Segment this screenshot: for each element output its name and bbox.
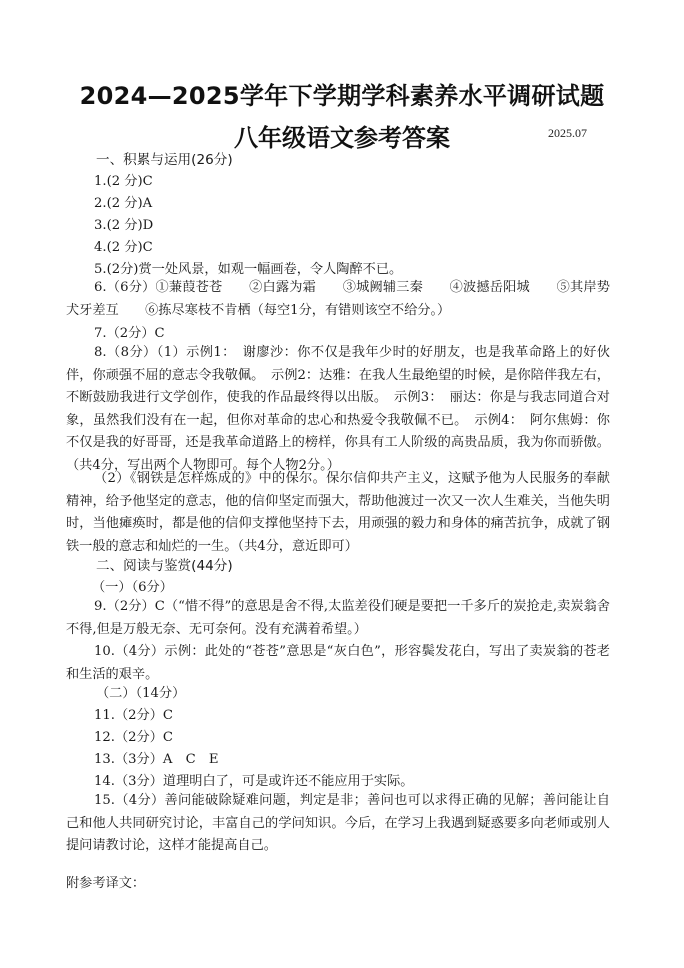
document-subtitle: 八年级语文参考答案 bbox=[234, 124, 450, 152]
answer-q12: 12.（2分）C bbox=[94, 730, 174, 745]
answer-q13: 13.（3分）A C E bbox=[94, 752, 219, 767]
section-heading-accumulation: 一、积累与运用(26分) bbox=[96, 152, 233, 168]
document-title: 2024—2025学年下学期学科素养水平调研试题 bbox=[79, 82, 605, 110]
answer-q4: 4.(2 分)C bbox=[94, 240, 153, 255]
reading-part-one: （一）（6分） bbox=[92, 580, 173, 595]
answer-q9: 9.（2分）C（“惜不得”的意思是舍不得,太监差役们硬是要把一千多斤的炭抢走,卖炭翁舍不得,但是万般无奈、无可奈何。没有充满着希望。） bbox=[66, 599, 610, 637]
answer-q1: 1.(2 分)C bbox=[94, 174, 153, 189]
answer-q6: 6.（6分）①蒹葭苍苍 ②白露为霜 ③城阙辅三秦 ④波撼岳阳城 ⑤其岸势犬牙差互 ⑥拣尽寒枝不肯栖（每空1分，有错则该空不给分。） bbox=[66, 280, 610, 318]
answer-q15: 15.（4分）善问能破除疑难问题，判定是非；善问也可以求得正确的见解；善问能让自己和他人共同研究讨论，丰富自己的学问知识。今后，在学习上我遇到疑惑要多向老师或别人提问请教讨论，这样才能提高自己。 bbox=[66, 793, 610, 854]
document-date: 2025.07 bbox=[548, 126, 587, 140]
answer-q8-part2: （2）《钢铁是怎样炼成的》中的保尔。保尔信仰共产主义，这赋予他为人民服务的奉献精神，给予他坚定的意志，他的信仰坚定而强大，帮助他渡过一次又一次人生难关，当他失明时，当他瘫痪时，都是他的信仰支撑他坚持下去，用顽强的毅力和身体的痛苦抗争，成就了钢铁一般的意志和灿烂的一生。（共4分，意近即可） bbox=[66, 471, 610, 554]
reading-part-two: （二）（14分） bbox=[96, 686, 186, 701]
answer-q3: 3.(2 分)D bbox=[94, 218, 154, 233]
section-heading-reading: 二、阅读与鉴赏(44分) bbox=[96, 558, 233, 574]
appendix-label: 附参考译文： bbox=[66, 876, 146, 891]
answer-q10: 10.（4分）示例：此处的“苍苍”意思是“灰白色”，形容鬓发花白，写出了卖炭翁的苍老和生活的艰辛。 bbox=[66, 644, 610, 682]
answer-q7: 7.（2分）C bbox=[94, 326, 165, 341]
answer-q2: 2.(2 分)A bbox=[94, 196, 153, 211]
answer-q5: 5.(2分)赏一处风景，如观一幅画卷，令人陶醉不已。 bbox=[94, 262, 403, 277]
answer-q8-part1: 8.（8分）（1）示例1： 谢廖沙：你不仅是我年少时的好朋友，也是我革命路上的好伙伴，你顽强不屈的意志令我敬佩。 示例2：达雅：在我人生最绝望的时候，是你陪伴我左右，不断鼓励我进行文学创作，使我的作品最终得以出版。 示例3： 丽达：你是与我志同道合对象，虽然我们没有在一起，但你对革命的忠心和热爱令我敬佩不已。 示例4： 阿尔焦姆：你不仅是我的好哥哥，还是我革命道路上的榜样，你具有工人阶级的高贵品质，我为你而骄傲。（共4分，写出两个人物即可。每个人物2分。） bbox=[66, 345, 610, 473]
answer-q11: 11.（2分）C bbox=[94, 708, 174, 723]
answer-q14: 14.（3分）道理明白了，可是或许还不能应用于实际。 bbox=[94, 774, 414, 789]
